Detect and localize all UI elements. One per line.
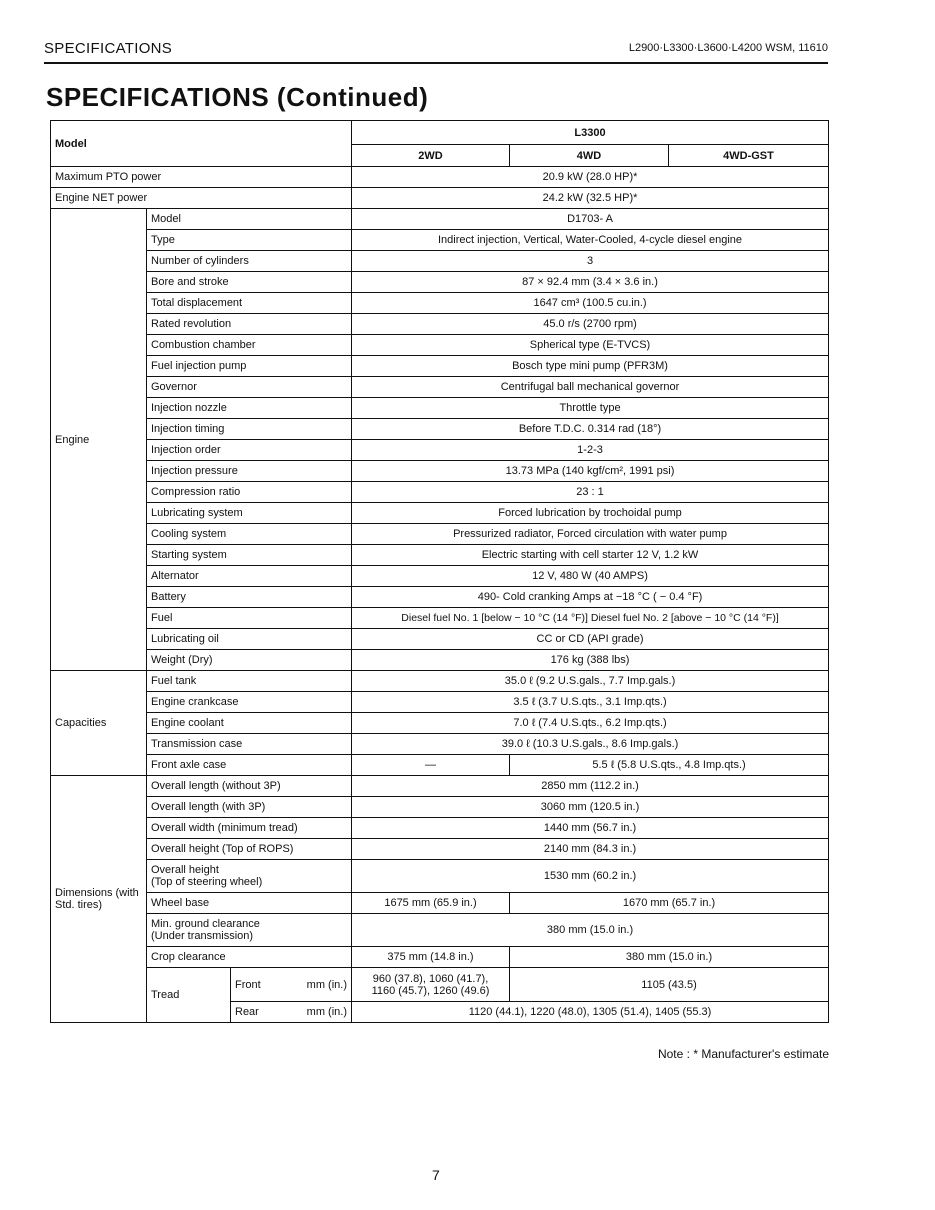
model-header-cell: Model	[51, 121, 352, 167]
tread-rear-label	[231, 1002, 352, 1023]
row-value: 35.0 ℓ (9.2 U.S.gals., 7.7 Imp.gals.)	[352, 671, 829, 692]
row-label-line: Overall height	[151, 864, 219, 876]
row-value: Spherical type (E-TVCS)	[352, 335, 829, 356]
row-value: 1-2-3	[352, 440, 829, 461]
row-value: Bosch type mini pump (PFR3M)	[352, 356, 829, 377]
row-label: Battery	[147, 587, 352, 608]
row-label-line: (Under transmission)	[151, 930, 254, 942]
row-label: Lubricating oil	[147, 629, 352, 650]
tread-rear-unit: mm (in.)	[306, 1006, 347, 1018]
table-row	[51, 968, 829, 1002]
table-row	[51, 251, 829, 272]
row-label: Combustion chamber	[147, 335, 352, 356]
row-label-line: Min. ground clearance	[151, 918, 260, 930]
table-row	[51, 692, 829, 713]
variant-4wd: 4WD	[510, 145, 669, 167]
row-value: Before T.D.C. 0.314 rad (18°)	[352, 419, 829, 440]
variant-4wd-gst: 4WD-GST	[669, 145, 829, 167]
row-label: Engine coolant	[147, 713, 352, 734]
row-value: 3	[352, 251, 829, 272]
row-value: 1120 (44.1), 1220 (48.0), 1305 (51.4), 1405 (55.3)	[352, 1002, 829, 1023]
table-row	[51, 503, 829, 524]
row-label	[147, 914, 352, 947]
table-row	[51, 230, 829, 251]
row-value: Indirect injection, Vertical, Water-Cooled, 4-cycle diesel engine	[352, 230, 829, 251]
capacities-group-label: Capacities	[51, 671, 147, 776]
specifications-table	[50, 120, 829, 1023]
table-row	[51, 755, 829, 776]
document-reference: L2900·L3300·L3600·L4200 WSM, 11610	[628, 42, 828, 54]
table-row	[51, 188, 829, 209]
table-row	[51, 377, 829, 398]
footnote: Note : * Manufacturer's estimate	[657, 1047, 829, 1061]
row-value: Forced lubrication by trochoidal pump	[352, 503, 829, 524]
row-value-4wd: 1670 mm (65.7 in.)	[510, 893, 829, 914]
table-row	[51, 797, 829, 818]
row-value-2wd: 1675 mm (65.9 in.)	[352, 893, 510, 914]
table-header-row	[51, 121, 829, 145]
table-row	[51, 608, 829, 629]
table-row	[51, 272, 829, 293]
row-label: Crop clearance	[147, 947, 352, 968]
section-title: SPECIFICATIONS	[44, 40, 173, 57]
row-value: 45.0 r/s (2700 rpm)	[352, 314, 829, 335]
row-label: Fuel	[147, 608, 352, 629]
tread-label: Tread	[147, 968, 231, 1023]
row-value: Pressurized radiator, Forced circulation with water pump	[352, 524, 829, 545]
row-label: Lubricating system	[147, 503, 352, 524]
row-label: Front axle case	[147, 755, 352, 776]
row-value: 380 mm (15.0 in.)	[352, 914, 829, 947]
row-label: Maximum PTO power	[51, 167, 352, 188]
row-label: Alternator	[147, 566, 352, 587]
table-row	[51, 839, 829, 860]
row-value: Electric starting with cell starter 12 V, 1.2 kW	[352, 545, 829, 566]
row-value: 87 × 92.4 mm (3.4 × 3.6 in.)	[352, 272, 829, 293]
table-row	[51, 314, 829, 335]
row-value-4wd: 1105 (43.5)	[510, 968, 829, 1002]
table-row	[51, 545, 829, 566]
row-label: Overall length (without 3P)	[147, 776, 352, 797]
table-row	[51, 209, 829, 230]
row-value: 490- Cold cranking Amps at −18 °C ( − 0.4 °F)	[352, 587, 829, 608]
table-row	[51, 419, 829, 440]
page-header	[44, 38, 828, 64]
row-value: 13.73 MPa (140 kgf/cm², 1991 psi)	[352, 461, 829, 482]
model-name-cell: L3300	[352, 121, 829, 145]
row-label: Transmission case	[147, 734, 352, 755]
table-row	[51, 461, 829, 482]
table-row	[51, 629, 829, 650]
row-value: 39.0 ℓ (10.3 U.S.gals., 8.6 Imp.gals.)	[352, 734, 829, 755]
row-label: Injection timing	[147, 419, 352, 440]
page-title: SPECIFICATIONS (Continued)	[46, 82, 429, 112]
tread-rear-position: Rear	[235, 1006, 259, 1018]
row-label: Wheel base	[147, 893, 352, 914]
table-row	[51, 566, 829, 587]
row-value: 20.9 kW (28.0 HP)*	[352, 167, 829, 188]
page-number: 7	[432, 1167, 440, 1183]
row-label	[147, 860, 352, 893]
table-row	[51, 776, 829, 797]
table-row	[51, 860, 829, 893]
row-value-4wd: 380 mm (15.0 in.)	[510, 947, 829, 968]
row-value: 3.5 ℓ (3.7 U.S.qts., 3.1 Imp.qts.)	[352, 692, 829, 713]
row-label: Injection pressure	[147, 461, 352, 482]
row-value: D1703- A	[352, 209, 829, 230]
row-label: Model	[147, 209, 352, 230]
table-row	[51, 914, 829, 947]
row-label: Fuel tank	[147, 671, 352, 692]
table-row	[51, 671, 829, 692]
row-label: Bore and stroke	[147, 272, 352, 293]
row-label: Overall length (with 3P)	[147, 797, 352, 818]
row-label: Type	[147, 230, 352, 251]
row-value: 12 V, 480 W (40 AMPS)	[352, 566, 829, 587]
table-row	[51, 293, 829, 314]
table-row	[51, 818, 829, 839]
table-row	[51, 482, 829, 503]
row-label: Engine crankcase	[147, 692, 352, 713]
row-label: Fuel injection pump	[147, 356, 352, 377]
tread-front-label	[231, 968, 352, 1002]
row-value: 24.2 kW (32.5 HP)*	[352, 188, 829, 209]
variant-2wd: 2WD	[352, 145, 510, 167]
row-value-2wd: 375 mm (14.8 in.)	[352, 947, 510, 968]
row-label: Rated revolution	[147, 314, 352, 335]
table-row	[51, 167, 829, 188]
row-label: Overall width (minimum tread)	[147, 818, 352, 839]
row-label: Starting system	[147, 545, 352, 566]
tread-front-2wd-line: 960 (37.8), 1060 (41.7),	[372, 972, 489, 985]
table-row	[51, 398, 829, 419]
engine-group-label: Engine	[51, 209, 147, 671]
row-value: 7.0 ℓ (7.4 U.S.qts., 6.2 Imp.qts.)	[352, 713, 829, 734]
row-label: Overall height (Top of ROPS)	[147, 839, 352, 860]
table-row	[51, 713, 829, 734]
row-value: 1530 mm (60.2 in.)	[352, 860, 829, 893]
row-label: Total displacement	[147, 293, 352, 314]
tread-front-2wd-line: 1160 (45.7), 1260 (49.6)	[371, 984, 490, 997]
table-row	[51, 335, 829, 356]
row-value-2wd	[352, 968, 510, 1002]
row-value: CC or CD (API grade)	[352, 629, 829, 650]
table-row	[51, 524, 829, 545]
table-row	[51, 947, 829, 968]
row-value: Throttle type	[352, 398, 829, 419]
row-label: Governor	[147, 377, 352, 398]
row-value: 2850 mm (112.2 in.)	[352, 776, 829, 797]
row-value: 2140 mm (84.3 in.)	[352, 839, 829, 860]
row-label-line: (Top of steering wheel)	[151, 876, 263, 888]
row-value: 23 : 1	[352, 482, 829, 503]
row-label: Engine NET power	[51, 188, 352, 209]
tread-front-unit: mm (in.)	[306, 978, 347, 991]
row-value: 176 kg (388 lbs)	[352, 650, 829, 671]
table-row	[51, 893, 829, 914]
table-row	[51, 734, 829, 755]
table-row	[51, 356, 829, 377]
table-row	[51, 650, 829, 671]
table-row	[51, 587, 829, 608]
row-value: Centrifugal ball mechanical governor	[352, 377, 829, 398]
row-label: Number of cylinders	[147, 251, 352, 272]
row-label: Cooling system	[147, 524, 352, 545]
row-label: Injection order	[147, 440, 352, 461]
dimensions-group-label: Dimensions (with Std. tires)	[51, 776, 147, 1023]
row-value: 3060 mm (120.5 in.)	[352, 797, 829, 818]
row-value: 1647 cm³ (100.5 cu.in.)	[352, 293, 829, 314]
row-value: 1440 mm (56.7 in.)	[352, 818, 829, 839]
row-value-2wd: —	[352, 755, 510, 776]
row-label: Weight (Dry)	[147, 650, 352, 671]
tread-front-position: Front	[235, 978, 261, 991]
table-row	[51, 440, 829, 461]
row-value: Diesel fuel No. 1 [below − 10 °C (14 °F)] Diesel fuel No. 2 [above − 10 °C (14 °F)]	[352, 608, 829, 629]
row-label: Compression ratio	[147, 482, 352, 503]
row-label: Injection nozzle	[147, 398, 352, 419]
row-value-4wd: 5.5 ℓ (5.8 U.S.qts., 4.8 Imp.qts.)	[510, 755, 829, 776]
